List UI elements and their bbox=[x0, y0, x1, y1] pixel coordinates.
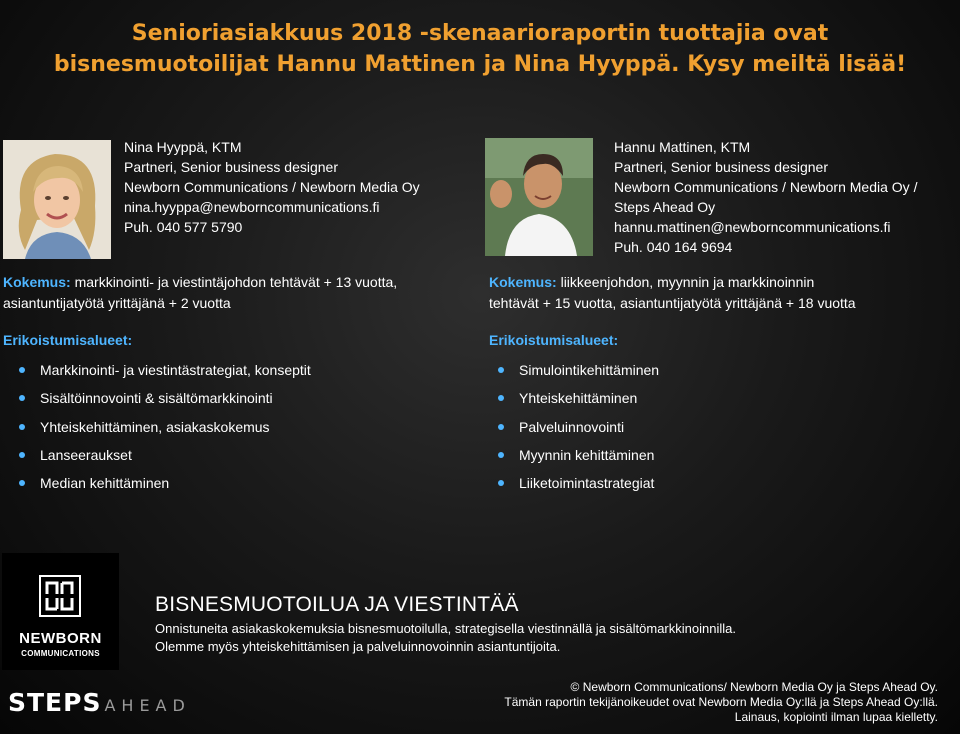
hannu-email-link[interactable]: hannu.mattinen@newborncommunications.fi bbox=[614, 219, 891, 235]
hannu-experience-line-2: tehtävät + 15 vuotta, asiantuntijatyötä yrittäjänä + 18 vuotta bbox=[489, 295, 856, 311]
business-description-line-2: Olemme myös yhteiskehittämisen ja palveluinnovoinnin asiantuntijoita. bbox=[155, 639, 561, 654]
nina-specialties-list bbox=[12, 360, 311, 501]
list-item: Myynnin kehittäminen bbox=[491, 445, 659, 473]
hannu-experience-line-1: liikkeenjohdon, myynnin ja markkinoinnin bbox=[560, 274, 815, 290]
person-photo-icon bbox=[485, 138, 593, 256]
list-item: Simulointikehittäminen bbox=[491, 360, 659, 388]
list-item: Yhteiskehittäminen bbox=[491, 388, 659, 416]
business-heading: BISNESMUOTOILUA JA VIESTINTÄÄ bbox=[155, 593, 519, 616]
page-title-line-1: Senioriasiakkuus 2018 -skenaarioraportin tuottajia ovat bbox=[131, 21, 829, 46]
copyright-line-2: Tämän raportin tekijänoikeudet ovat Newborn Media Oy:llä ja Steps Ahead Oy:llä. bbox=[504, 695, 938, 709]
hannu-phone: Puh. 040 164 9694 bbox=[614, 239, 733, 255]
page-title-line-2: bisnesmuotoilijat Hannu Mattinen ja Nina Hyyppä. Kysy meiltä lisää! bbox=[53, 52, 907, 77]
page-title bbox=[0, 18, 960, 80]
person-photo-icon bbox=[3, 140, 111, 259]
nina-company: Newborn Communications / Newborn Media Oy bbox=[124, 179, 420, 195]
list-item: Median kehittäminen bbox=[12, 473, 311, 501]
newborn-logo bbox=[2, 553, 119, 670]
nina-experience-text: markkinointi- ja viestintäjohdon tehtävät + 13 vuotta, asiantuntijatyötä yrittäjänä + 2 vuotta bbox=[3, 274, 398, 311]
hannu-role: Partneri, Senior business designer bbox=[614, 159, 829, 175]
steps-ahead-logo bbox=[8, 688, 191, 717]
copyright-line-3: Lainaus, kopiointi ilman lupaa kielletty. bbox=[734, 710, 938, 724]
business-description-line-1: Onnistuneita asiakaskokemuksia bisnesmuotoilulla, strategisella viestinnällä ja sisältömarkkinoinnilla. bbox=[155, 621, 736, 636]
steps-logo-sub: AHEAD bbox=[104, 696, 191, 715]
hannu-specialties-list bbox=[491, 360, 659, 501]
hannu-company-line-2: Steps Ahead Oy bbox=[614, 199, 716, 215]
nina-name: Nina Hyyppä, KTM bbox=[124, 139, 242, 155]
hannu-contact-info bbox=[614, 137, 917, 257]
nina-experience bbox=[3, 272, 463, 314]
list-item: Liiketoimintastrategiat bbox=[491, 473, 659, 501]
copyright-notice bbox=[504, 680, 938, 725]
list-item: Markkinointi- ja viestintästrategiat, konseptit bbox=[12, 360, 311, 388]
hannu-experience-label: Kokemus: bbox=[489, 274, 557, 290]
nina-contact-info bbox=[124, 137, 420, 237]
nina-experience-label: Kokemus: bbox=[3, 274, 71, 290]
newborn-logo-name: NEWBORN bbox=[19, 630, 102, 647]
nina-role: Partneri, Senior business designer bbox=[124, 159, 339, 175]
steps-logo-main: STEPS bbox=[8, 688, 102, 717]
list-item: Lanseeraukset bbox=[12, 445, 311, 473]
nina-photo bbox=[3, 140, 111, 259]
nina-phone: Puh. 040 577 5790 bbox=[124, 219, 243, 235]
hannu-specialties-heading: Erikoistumisalueet: bbox=[489, 332, 619, 348]
hannu-name: Hannu Mattinen, KTM bbox=[614, 139, 751, 155]
newborn-logo-mark-icon bbox=[39, 575, 81, 617]
hannu-company-line-1: Newborn Communications / Newborn Media Oy / bbox=[614, 179, 918, 195]
hannu-experience bbox=[489, 272, 949, 314]
copyright-line-1: © Newborn Communications/ Newborn Media Oy ja Steps Ahead Oy. bbox=[570, 680, 938, 694]
newborn-logo-sub: COMMUNICATIONS bbox=[21, 649, 100, 658]
list-item: Palveluinnovointi bbox=[491, 417, 659, 445]
list-item: Yhteiskehittäminen, asiakaskokemus bbox=[12, 417, 311, 445]
nina-email-link[interactable]: nina.hyyppa@newborncommunications.fi bbox=[124, 199, 380, 215]
list-item: Sisältöinnovointi & sisältömarkkinointi bbox=[12, 388, 311, 416]
business-description bbox=[155, 620, 736, 656]
hannu-photo bbox=[485, 138, 593, 256]
nina-specialties-heading: Erikoistumisalueet: bbox=[3, 332, 133, 348]
